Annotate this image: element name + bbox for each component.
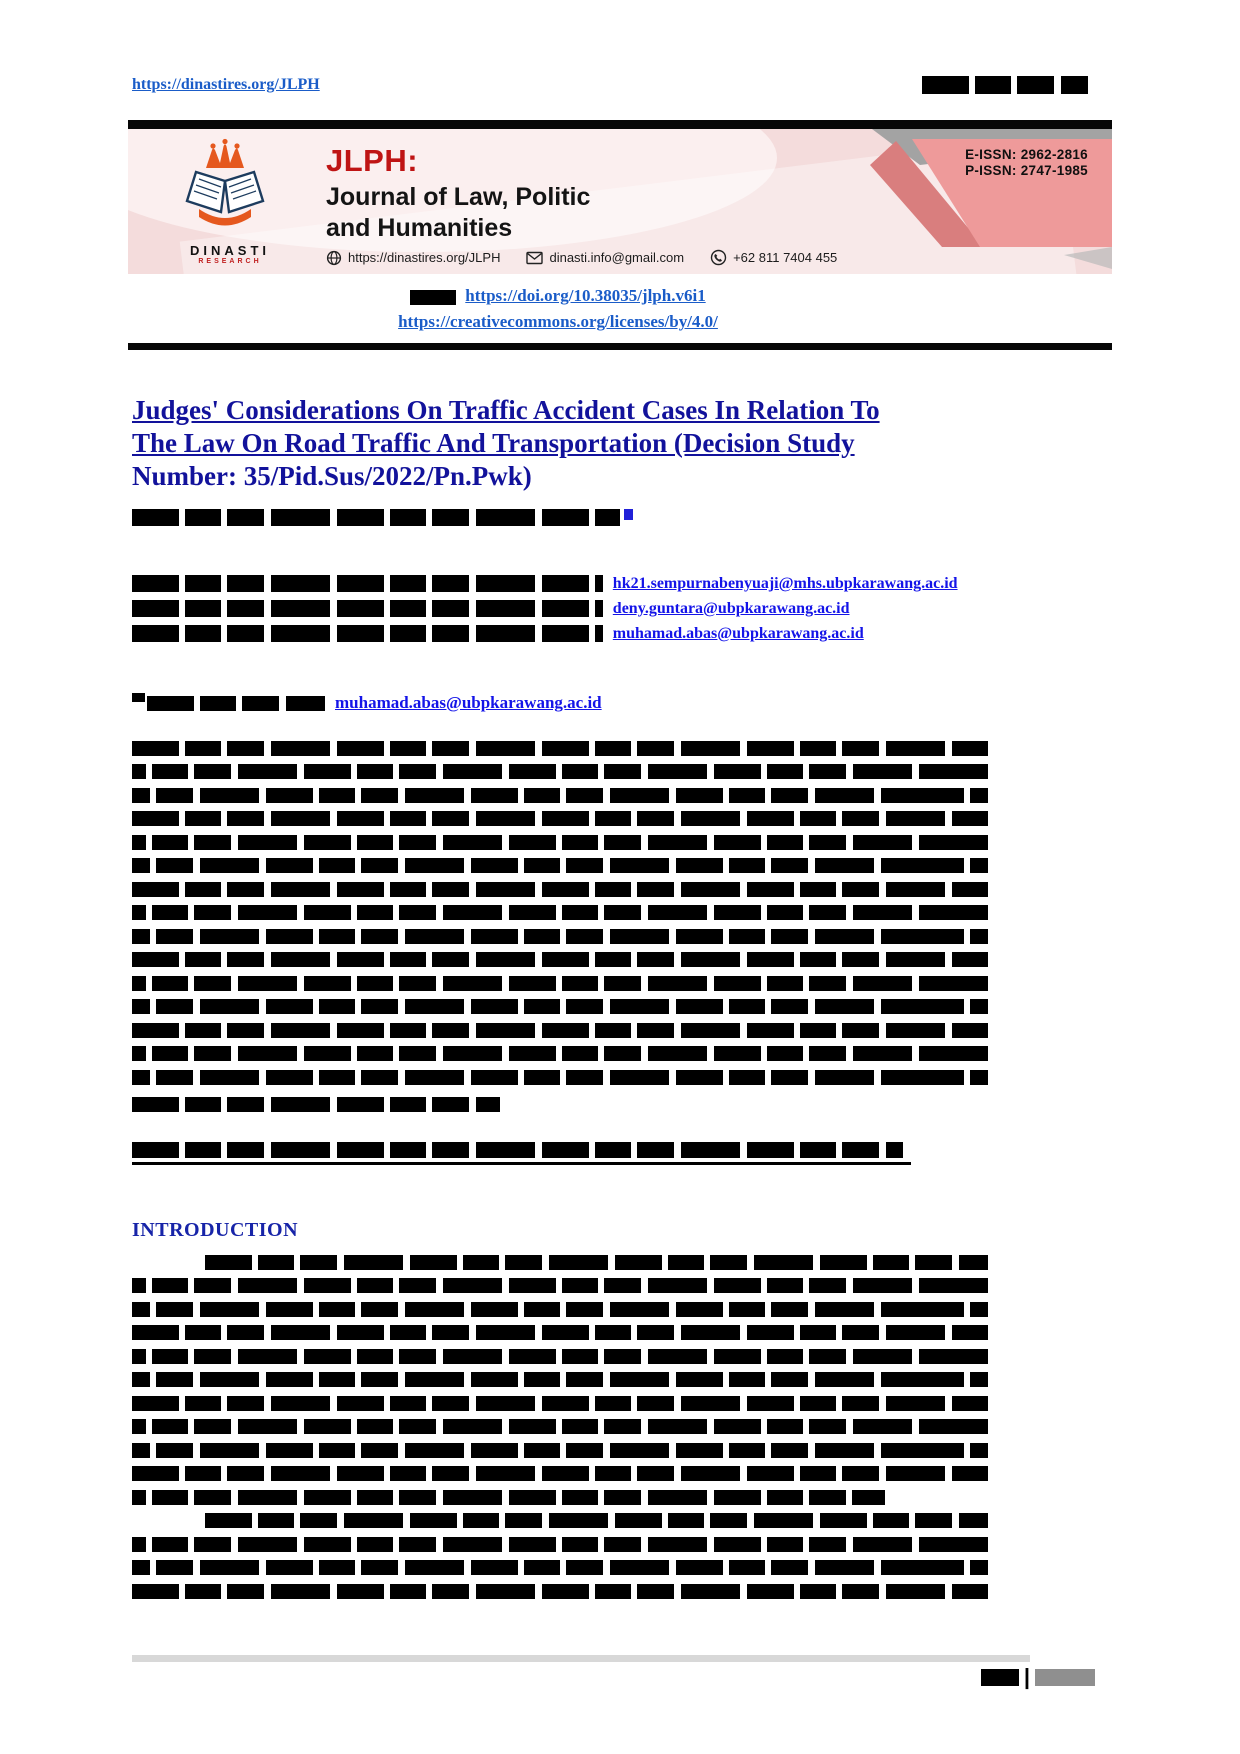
- logo-subtitle: RESEARCH: [198, 258, 262, 265]
- globe-icon: [326, 250, 342, 266]
- page-number-block: [981, 1666, 1095, 1688]
- author-superscript-mark: [624, 509, 633, 520]
- top-rule: [128, 120, 1112, 129]
- email-text: dinasti.info@gmail.com: [549, 250, 685, 265]
- email-icon: [526, 251, 543, 265]
- page-number-redacted: [981, 1669, 1019, 1686]
- corresponding-author-row: [132, 693, 988, 713]
- phone-icon: [710, 249, 727, 266]
- divider-rule: [128, 343, 1112, 350]
- doi-block: [128, 283, 1112, 335]
- header-volume-info-redacted: [922, 76, 1088, 103]
- crown-icon: [206, 139, 244, 168]
- website-text: https://dinastires.org/JLPH: [348, 250, 501, 265]
- body-paragraph-redacted-1: [132, 1255, 988, 1505]
- author-row: [132, 625, 988, 643]
- article-title: [132, 394, 988, 493]
- website-contact: [326, 250, 500, 266]
- section-heading-introduction: INTRODUCTION: [132, 1218, 299, 1241]
- affiliation-redacted: [132, 575, 603, 592]
- license-line: [128, 309, 988, 335]
- journal-abbrev: JLPH:: [326, 143, 419, 178]
- title-line-1: Judges' Considerations On Traffic Accident Cases In Relation To: [132, 395, 880, 425]
- journal-name-line1: Journal of Law, Politic: [326, 183, 591, 211]
- author-email-link[interactable]: hk21.sempurnabenyuaji@mhs.ubpkarawang.ac.id: [612, 574, 958, 592]
- pissn-text: P-ISSN: 2747-1985: [965, 163, 1088, 178]
- asterisk-mark: [132, 693, 145, 702]
- authors-text-redacted: [132, 509, 620, 535]
- banner-contacts: [326, 249, 837, 266]
- footer-rule: [132, 1655, 1030, 1662]
- license-link[interactable]: https://creativecommons.org/licenses/by/4.0/: [398, 312, 718, 331]
- abstract-redacted-paragraph: [132, 741, 988, 1112]
- top-header-bar: [128, 76, 1112, 100]
- title-line-2: The Law On Road Traffic And Transportation (Decision Study: [132, 428, 855, 458]
- body-paragraph-redacted-2: [132, 1513, 988, 1599]
- title-line-3: Number: 35/Pid.Sus/2022/Pn.Pwk): [132, 461, 532, 491]
- header-journal-link[interactable]: https://dinastires.org/JLPH: [132, 76, 320, 93]
- authors-names-redacted: [132, 509, 988, 535]
- doi-label-redacted: [410, 290, 456, 305]
- affiliation-redacted: [132, 600, 603, 617]
- doi-line: [128, 283, 988, 309]
- email-contact: [526, 250, 684, 265]
- page-number-separator: |: [1023, 1664, 1030, 1689]
- doi-link[interactable]: https://doi.org/10.38035/jlph.v6i1: [465, 286, 706, 305]
- journal-name: [326, 182, 590, 244]
- author-email-link[interactable]: deny.guntara@ubpkarawang.ac.id: [612, 599, 850, 617]
- author-row: [132, 600, 988, 618]
- affiliations-block: [132, 575, 988, 643]
- journal-name-line2: and Humanities: [326, 214, 513, 242]
- page-label-redacted: [1035, 1669, 1095, 1686]
- eissn-text: E-ISSN: 2962-2816: [965, 147, 1088, 162]
- book-icon: [187, 172, 263, 226]
- keywords-redacted-line: [132, 1142, 911, 1165]
- journal-banner: [128, 129, 1112, 274]
- author-email-link[interactable]: muhamad.abas@ubpkarawang.ac.id: [612, 624, 864, 642]
- corresponding-email-link[interactable]: muhamad.abas@ubpkarawang.ac.id: [335, 692, 602, 712]
- author-row: [132, 575, 988, 593]
- logo-title: DINASTI: [190, 243, 270, 258]
- dinasti-logo: [170, 137, 290, 269]
- corresponding-label-redacted: [147, 696, 325, 713]
- affiliation-redacted: [132, 625, 603, 642]
- issn-block: [965, 147, 1088, 179]
- phone-text: +62 811 7404 455: [733, 250, 838, 265]
- phone-contact: [710, 249, 837, 266]
